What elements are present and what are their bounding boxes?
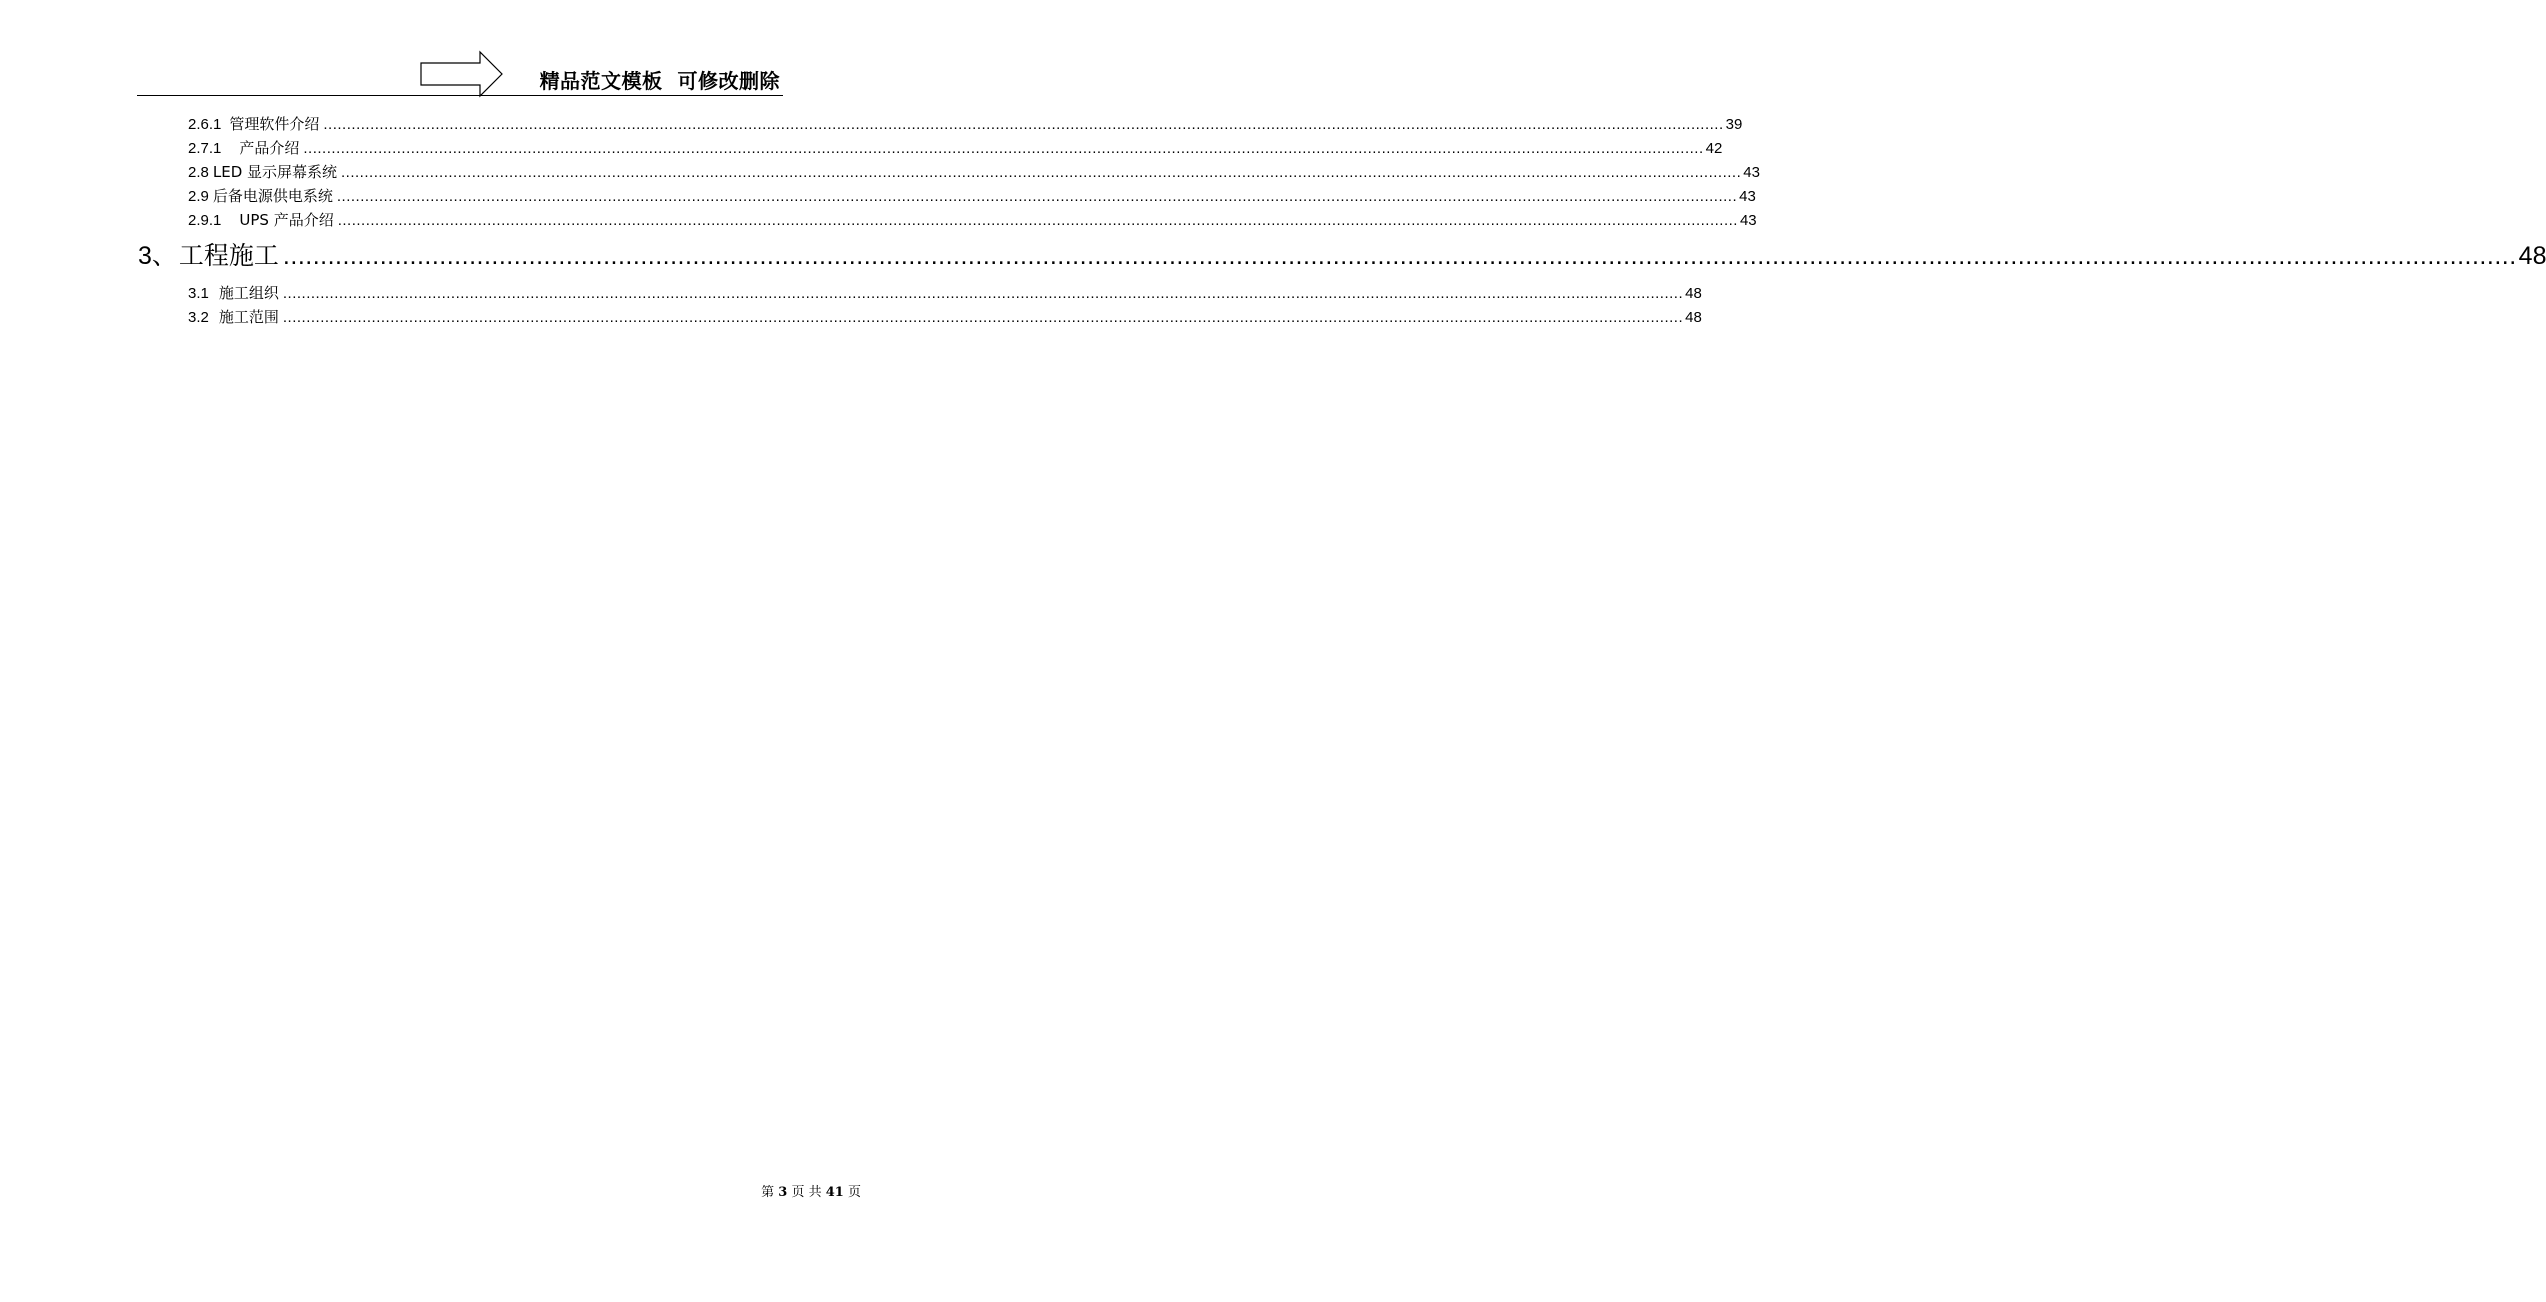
toc-entry-title: 管理软件介绍 xyxy=(229,115,320,133)
footer-total-pages: 41 xyxy=(825,1185,844,1200)
toc-leader-dots: ............................................................................................................................................................................................................................................................................................................ xyxy=(282,285,1684,302)
toc-leader-dots: ............................................................................................................................................................................................................................................................................................................ xyxy=(323,116,1724,133)
footer-prefix: 第 xyxy=(761,1185,775,1200)
toc-entry-number: 3.2 xyxy=(188,309,209,326)
toc-leader-dots: ............................................................................................................................................................................................................................................................................................................ xyxy=(303,140,1704,157)
toc-entry-page: 43 xyxy=(1743,164,1760,181)
toc-entry-title: 施工组织 xyxy=(218,284,279,302)
toc-entry[interactable] xyxy=(188,162,1760,183)
toc-entry-page: 43 xyxy=(1739,188,1756,205)
toc-entry-page: 39 xyxy=(1725,116,1743,133)
toc-entry-number: 2.8 xyxy=(188,164,209,181)
footer-middle: 页 共 xyxy=(791,1185,822,1200)
toc-entry-title: LED 显示屏幕系统 xyxy=(212,163,338,181)
toc-entry-number: 2.7.1 xyxy=(188,140,222,157)
header-divider xyxy=(137,95,783,96)
toc-entry[interactable] xyxy=(188,307,1702,328)
toc-entry-title: 产品介绍 xyxy=(239,139,300,157)
toc-entry[interactable] xyxy=(188,138,1723,159)
footer-suffix: 页 xyxy=(847,1185,861,1200)
toc-leader-dots: ............................................................................................................................................................................................................................................................................................................ xyxy=(282,242,2517,270)
toc-entry[interactable] xyxy=(188,186,1756,207)
toc-entry-page: 42 xyxy=(1705,140,1723,157)
right-arrow-icon xyxy=(420,51,506,97)
toc-entry-title: UPS 产品介绍 xyxy=(239,211,334,229)
footer-current-page: 3 xyxy=(778,1185,788,1200)
toc-leader-dots: ............................................................................................................................................................................................................................................................................................................ xyxy=(341,164,1742,181)
page-footer xyxy=(761,1181,861,1200)
toc-entry-page: 43 xyxy=(1739,212,1757,229)
toc-entry-title: 后备电源供电系统 xyxy=(212,187,333,205)
toc-entry-page: 48 xyxy=(1685,309,1702,326)
toc-entry[interactable] xyxy=(188,210,1757,231)
toc-entry-number: 3、 xyxy=(138,242,177,270)
toc-leader-dots: ............................................................................................................................................................................................................................................................................................................ xyxy=(336,188,1738,205)
toc-entry[interactable] xyxy=(188,114,1743,135)
toc-entry[interactable] xyxy=(188,283,1702,304)
toc-entry-title: 工程施工 xyxy=(178,241,279,270)
toc-entry-number: 2.9.1 xyxy=(188,212,222,229)
header-banner-text: 精品范文模板 可修改删除 xyxy=(539,69,780,93)
toc-entry-number: 2.9 xyxy=(188,188,209,205)
toc-entry-number: 2.6.1 xyxy=(188,116,222,133)
toc-entry-number: 3.1 xyxy=(188,285,209,302)
toc-entry-title: 施工范围 xyxy=(218,308,279,326)
toc-chapter-entry[interactable] xyxy=(138,240,2546,272)
toc-leader-dots: ............................................................................................................................................................................................................................................................................................................ xyxy=(337,212,1738,229)
toc-entry-page: 48 xyxy=(2518,242,2546,270)
toc-leader-dots: ............................................................................................................................................................................................................................................................................................................ xyxy=(282,309,1684,326)
toc-entry-page: 48 xyxy=(1685,285,1702,302)
